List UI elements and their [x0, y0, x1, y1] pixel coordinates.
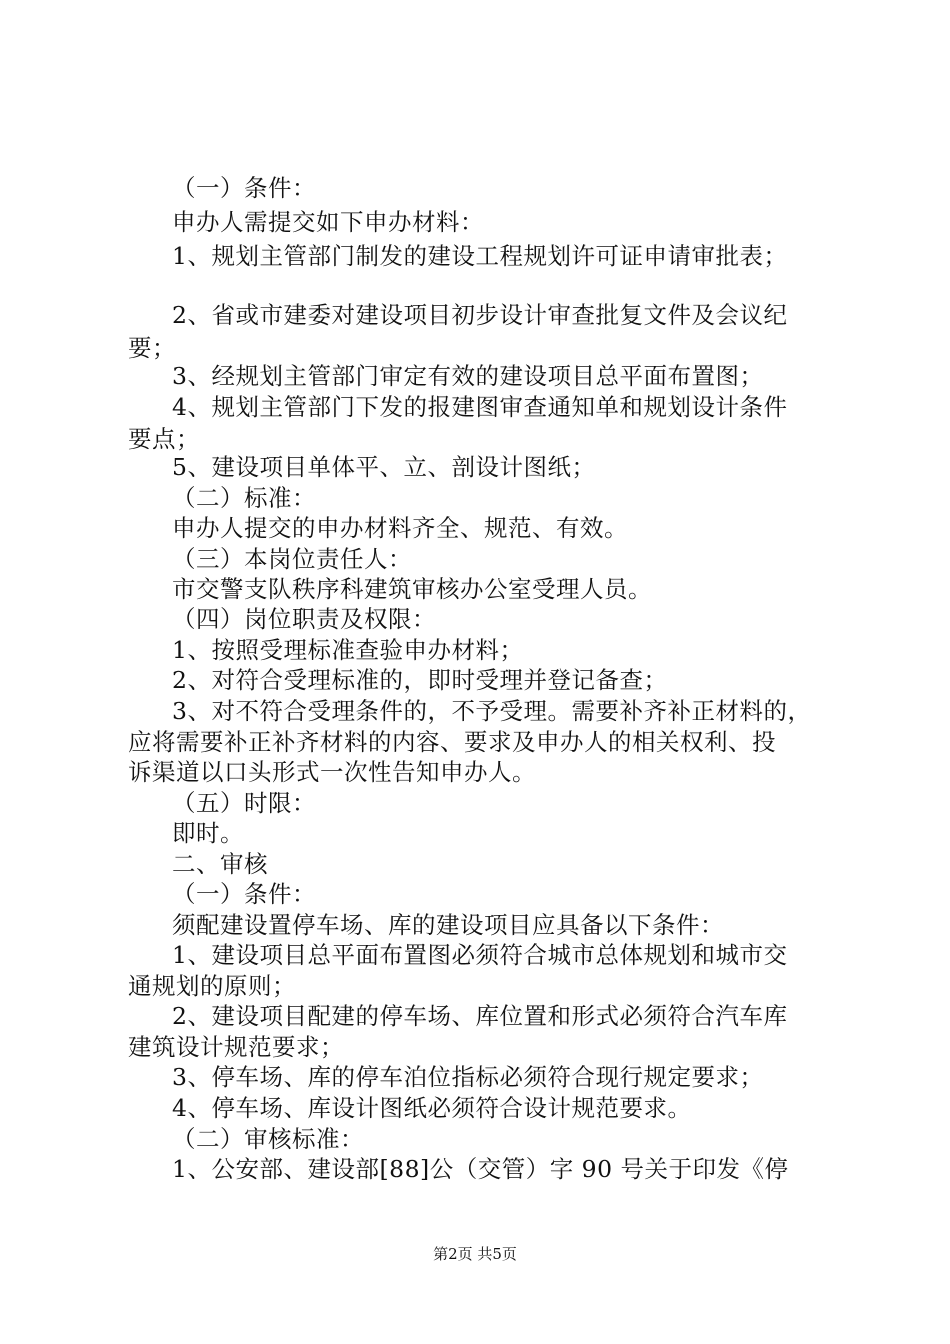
body-text-line: 申办人需提交如下申办材料：	[172, 208, 484, 236]
list-item-line: 2、对符合受理标准的，即时受理并登记备查；	[172, 666, 668, 694]
list-item-line: 1、建设项目总平面布置图必须符合城市总体规划和城市交	[172, 941, 788, 969]
section-heading-duties: （四）岗位职责及权限：	[172, 605, 436, 633]
list-item-line: 1、公安部、建设部[88]公（交管）字 90 号关于印发《停	[172, 1155, 789, 1183]
list-item-line: 4、规划主管部门下发的报建图审查通知单和规划设计条件	[172, 393, 788, 421]
list-item-continuation: 建筑设计规范要求；	[128, 1033, 344, 1061]
list-item-continuation: 通规划的原则；	[128, 972, 296, 1000]
list-item-continuation: 要；	[128, 334, 176, 362]
page-number-footer: 第2页 共5页	[433, 1245, 517, 1263]
section-heading-standards: （二）标准：	[172, 484, 316, 512]
list-item-line: 2、省或市建委对建设项目初步设计审查批复文件及会议纪	[172, 301, 788, 329]
list-item-line: 5、建设项目单体平、立、剖设计图纸；	[172, 453, 596, 481]
body-text-line: 即时。	[172, 819, 244, 847]
chapter-heading-review: 二、审核	[172, 850, 268, 878]
list-item-continuation: 要点；	[128, 425, 200, 453]
list-item-continuation: 诉渠道以口头形式一次性告知申办人。	[128, 758, 536, 786]
section-heading-review-standards: （二）审核标准：	[172, 1125, 364, 1153]
body-text-line: 须配建设置停车场、库的建设项目应具备以下条件：	[172, 911, 724, 939]
body-text-line: 市交警支队秩序科建筑审核办公室受理人员。	[172, 575, 652, 603]
body-text-line: 申办人提交的申办材料齐全、规范、有效。	[172, 514, 628, 542]
list-item-line: 1、规划主管部门制发的建设工程规划许可证申请审批表；	[172, 242, 788, 270]
list-item-line: 1、按照受理标准查验申办材料；	[172, 636, 524, 664]
section-heading-time-limit: （五）时限：	[172, 789, 316, 817]
list-item-line: 3、停车场、库的停车泊位指标必须符合现行规定要求；	[172, 1063, 764, 1091]
section-heading-conditions: （一）条件：	[172, 880, 316, 908]
section-heading-conditions: （一）条件：	[172, 174, 316, 202]
list-item-line: 2、建设项目配建的停车场、库位置和形式必须符合汽车库	[172, 1002, 788, 1030]
section-heading-responsible: （三）本岗位责任人：	[172, 545, 412, 573]
list-item-continuation: 应将需要补正补齐材料的内容、要求及申办人的相关权利、投	[128, 728, 776, 756]
list-item-line: 3、经规划主管部门审定有效的建设项目总平面布置图；	[172, 362, 764, 390]
list-item-line: 4、停车场、库设计图纸必须符合设计规范要求。	[172, 1094, 692, 1122]
list-item-line: 3、对不符合受理条件的，不予受理。需要补齐补正材料的，	[172, 697, 812, 725]
